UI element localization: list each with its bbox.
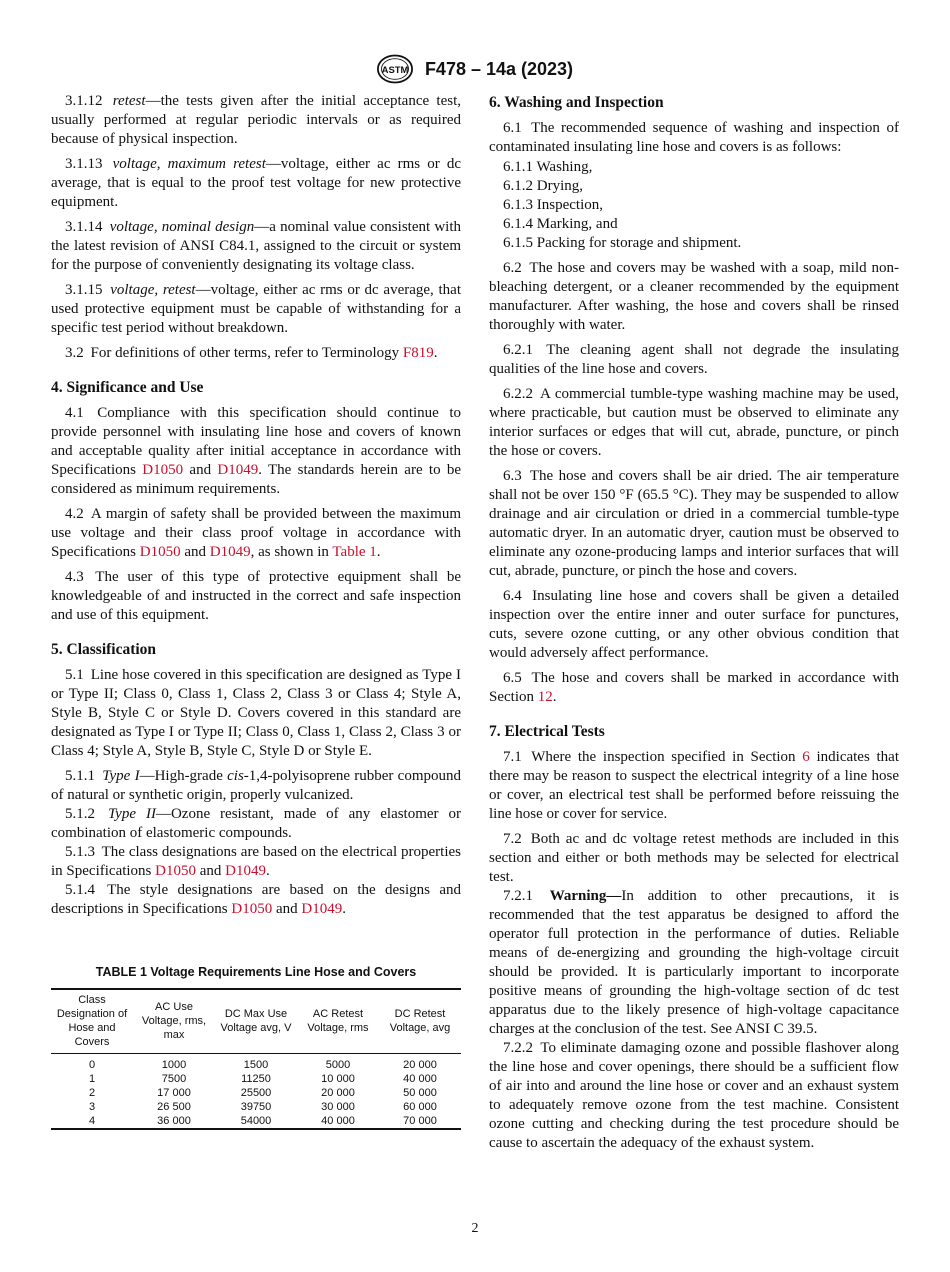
link-section-12[interactable]: 12 bbox=[537, 689, 553, 705]
header-dc-max: DC Max Use Voltage avg, V bbox=[220, 1008, 292, 1034]
para-3-1-13: 3.1.13 voltage, maximum retest—voltage, either ac rms or dc average, that is equal to the proof test voltage for new protective equipment. bbox=[51, 156, 462, 210]
left-column bbox=[51, 92, 461, 1130]
cell: 26 500 bbox=[157, 1101, 191, 1113]
header-class: Class Designation of Hose and Covers bbox=[56, 994, 128, 1048]
link-d1049[interactable]: D1049 bbox=[225, 863, 267, 879]
section-5-heading: 5. Classification bbox=[51, 641, 157, 658]
header-dc-retest: DC Retest Voltage, avg bbox=[389, 1008, 451, 1034]
cell: 36 000 bbox=[157, 1115, 191, 1127]
para-3-1-15: 3.1.15 voltage, retest—voltage, either ac rms or dc average, that used protective equipment must be capable of withstanding for a specific test period without breakdown. bbox=[51, 282, 461, 336]
para-7-2: 7.2 Both ac and dc voltage retest methods are included in this section and either or both methods may be selected for electrical test. bbox=[489, 831, 900, 885]
para-4-2: 4.2 A margin of safety shall be provided between the maximum use voltage and their class proof voltage in accordance with Specifications D1050 and D1049, as shown in Table 1. bbox=[51, 506, 461, 560]
section-6-heading: 6. Washing and Inspection bbox=[489, 94, 664, 111]
cell: 54000 bbox=[240, 1115, 272, 1127]
link-d1050[interactable]: D1050 bbox=[155, 863, 196, 879]
para-6-2: 6.2 The hose and covers may be washed with a soap, mild non-bleaching detergent, or a cleaner recommended by the equipment manufacturer. After washing, the hose and covers shall be rinsed thoroughly with water. bbox=[489, 260, 899, 333]
cell: 4 bbox=[88, 1115, 96, 1127]
cell: 40 000 bbox=[321, 1115, 355, 1127]
list-item: 6.1.5 Packing for storage and shipment. bbox=[503, 235, 742, 251]
link-table-1[interactable]: Table 1 bbox=[332, 544, 377, 560]
list-item: 6.1.2 Drying, bbox=[503, 178, 583, 194]
cell: 17 000 bbox=[157, 1087, 191, 1099]
table-header-row bbox=[51, 989, 461, 1054]
para-7-1: 7.1 Where the inspection specified in Section 6 indicates that there may be reason to suspect the electrical integrity of a line hose or cover, an electrical test shall be performed before reissuing the line hose or cover for service. bbox=[489, 749, 900, 822]
cell: 39750 bbox=[240, 1101, 272, 1113]
cell: 50 000 bbox=[403, 1087, 437, 1099]
section-4-heading: 4. Significance and Use bbox=[51, 379, 204, 396]
table-row bbox=[51, 1114, 461, 1129]
para-3-1-14: 3.1.14 voltage, nominal design—a nominal value consistent with the latest revision of ANSI C84.1, assigned to the circuit or system for the purpose of conveniently designating its voltage class. bbox=[51, 219, 461, 273]
cell: 5000 bbox=[325, 1059, 351, 1071]
table-row bbox=[51, 1072, 461, 1086]
header-ac-retest: AC Retest Voltage, rms bbox=[307, 1008, 369, 1034]
logo-text: ASTM bbox=[381, 65, 409, 77]
cell: 30 000 bbox=[321, 1101, 355, 1113]
voltage-table bbox=[51, 988, 461, 1130]
para-7-2-1: 7.2.1 Warning—In addition to other precautions, it is recommended that the test apparatus be designed to afford the operator full protection in the performance of duties. Reliable means of de-energizing and grounding the high-voltage circuit should be provided. It is particularly important to incorporate positive means of grounding the high-voltage section of dc test apparatus due to the likely presence of high-voltage capacitance charges at the conclusion of the test. See ANSI C 39.5. bbox=[489, 888, 900, 1037]
cell: 11250 bbox=[241, 1073, 271, 1085]
page-number: 2 bbox=[471, 1221, 479, 1236]
list-item: 6.1.4 Marking, and bbox=[503, 216, 618, 232]
table-row bbox=[51, 1086, 461, 1100]
para-6-2-2: 6.2.2 A commercial tumble-type washing machine may be used, where practicable, but caution must be observed to eliminate any interior surfaces or edges that will cut, abrade, puncture, or pinch the hose or covers. bbox=[489, 386, 899, 459]
cell: 0 bbox=[88, 1059, 96, 1071]
table-row bbox=[51, 1054, 461, 1073]
para-4-1: 4.1 Compliance with this specification should continue to provide personnel with insulating line hose and covers of known and acceptable quality after initial acceptance in accordance with Specifications D1050 and D1049. The standards herein are to be considered as minimum requirements. bbox=[51, 405, 462, 497]
link-d1049[interactable]: D1049 bbox=[209, 544, 251, 560]
cell: 3 bbox=[88, 1101, 96, 1113]
cell: 1 bbox=[88, 1073, 96, 1085]
list-item: 6.1.3 Inspection, bbox=[503, 197, 603, 213]
cell: 2 bbox=[88, 1087, 96, 1099]
para-5-1-1: 5.1.1 Type I—High-grade cis-1,4-polyisoprene rubber compound of natural or synthetic origin, properly vulcanized. bbox=[51, 768, 461, 803]
cell: 20 000 bbox=[403, 1059, 437, 1071]
cell: 25500 bbox=[240, 1087, 272, 1099]
link-d1049[interactable]: D1049 bbox=[301, 901, 343, 917]
right-column bbox=[489, 92, 899, 1159]
cell: 1000 bbox=[161, 1059, 187, 1071]
para-6-4: 6.4 Insulating line hose and covers shall be given a detailed inspection over the entire inner and outer surface for punctures, cuts, severe ozone cutting, or any other obvious condition that would adversely affect performance. bbox=[489, 588, 900, 661]
cell: 60 000 bbox=[403, 1101, 437, 1113]
link-d1049[interactable]: D1049 bbox=[217, 462, 259, 478]
para-5-1-4: 5.1.4 The style designations are based on the designs and descriptions in Specifications D1050 and D1049. bbox=[51, 882, 462, 917]
para-3-2: 3.2 For definitions of other terms, refer to Terminology F819. bbox=[65, 345, 438, 361]
table-title: TABLE 1 Voltage Requirements Line Hose and Covers bbox=[95, 965, 417, 979]
cell: 7500 bbox=[161, 1073, 187, 1085]
cell: 70 000 bbox=[403, 1115, 437, 1127]
para-7-2-2: 7.2.2 To eliminate damaging ozone and possible flashover along the line hose and cover openings, there should be a sufficient flow of air into and around the line hose or cover and an exhaust system to adequately remove ozone from the test machine. Consistent ozone cutting and checking during the test procedure should be cause to ascertain the adequacy of the exhaust system. bbox=[489, 1040, 899, 1151]
para-6-2-1: 6.2.1 The cleaning agent shall not degrade the insulating qualities of the line hose and covers. bbox=[489, 342, 899, 377]
page-header bbox=[0, 54, 950, 84]
astm-logo-icon bbox=[377, 54, 413, 84]
cell: 40 000 bbox=[403, 1073, 437, 1085]
link-f819[interactable]: F819 bbox=[402, 345, 434, 361]
table-1 bbox=[51, 963, 461, 1130]
para-6-5: 6.5 The hose and covers shall be marked in accordance with Section 12. bbox=[489, 670, 899, 705]
link-d1050[interactable]: D1050 bbox=[142, 462, 184, 478]
para-5-1-2: 5.1.2 Type II—Ozone resistant, made of any elastomer or combination of elastomeric compounds. bbox=[51, 806, 461, 841]
cell: 10 000 bbox=[321, 1073, 355, 1085]
link-section-6[interactable]: 6 bbox=[802, 749, 810, 765]
para-4-3: 4.3 The user of this type of protective equipment shall be knowledgeable of and instructed in the correct and safe inspection and use of this equipment. bbox=[51, 569, 461, 623]
header-ac-use: AC Use Voltage, rms, max bbox=[141, 1001, 207, 1041]
link-d1050[interactable]: D1050 bbox=[139, 544, 181, 560]
cell: 1500 bbox=[243, 1059, 269, 1071]
para-6-1: 6.1 The recommended sequence of washing and inspection of contaminated insulating line hose and covers is as follows: bbox=[489, 120, 899, 155]
table-row bbox=[51, 1100, 461, 1114]
section-7-heading: 7. Electrical Tests bbox=[489, 723, 605, 740]
para-6-3: 6.3 The hose and covers shall be air dried. The air temperature shall not be over 150 °F (65.5 °C). They may be suspended to allow drainage and air circulation or dried in a commercial tumble-type automatic dryer. In an automatic dryer, caution must be observed to eliminate any ozone-producing lamps and interior surfaces that will cut, abrade, puncture, or pinch the hose and covers. bbox=[489, 468, 899, 579]
link-d1050[interactable]: D1050 bbox=[231, 901, 273, 917]
cell: 20 000 bbox=[321, 1087, 355, 1099]
para-5-1-3: 5.1.3 The class designations are based on the electrical properties in Specifications D1050 and D1049. bbox=[51, 844, 461, 879]
para-5-1: 5.1 Line hose covered in this specification are designed as Type I or Type II; Class 0, Class 1, Class 2, Class 3 or Class 4; Style A, Style B, Style C or Style D. Covers covered in this standard are designated as Type I or Type II; Class 0, Class 1, Class 2, Class 3 or Class 4; Style A, Style B, Style C, Style D or Style E. bbox=[51, 667, 461, 759]
para-3-1-12: 3.1.12 retest—the tests given after the initial acceptance test, usually performed at regular periodic intervals or as required because of physical inspection. bbox=[51, 93, 461, 147]
list-item: 6.1.1 Washing, bbox=[503, 159, 593, 175]
standard-designation: F478 – 14a (2023) bbox=[424, 58, 574, 79]
